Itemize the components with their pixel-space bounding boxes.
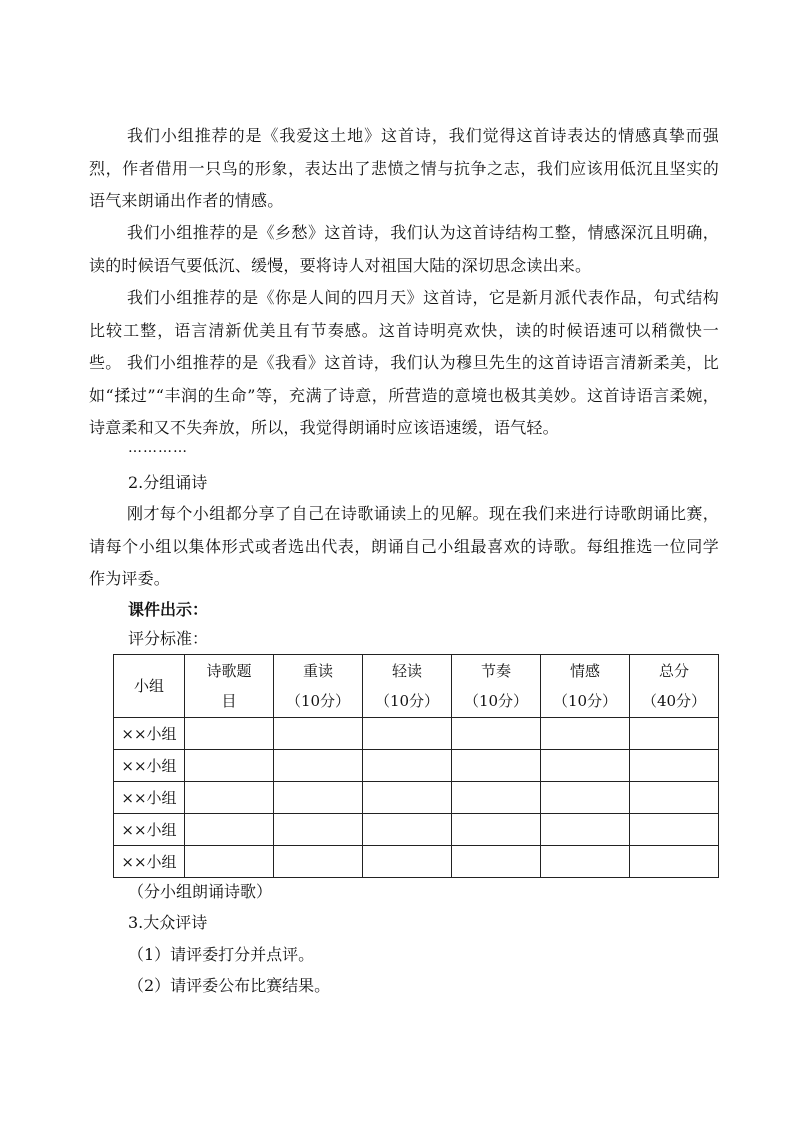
table-row [114, 782, 719, 814]
score-cell [452, 750, 541, 782]
score-cell [363, 846, 452, 878]
group-cell: ××小组 [114, 814, 185, 846]
score-cell [185, 782, 274, 814]
section2-body: 刚才每个小组都分享了自己在诗歌诵读上的见解。现在我们来进行诗歌朗诵比赛，请每个小组以集体形式或者选出代表，朗诵自己小组最喜欢的诗歌。每组推选一位同学作为评委。 [89, 504, 719, 588]
score-cell [274, 814, 363, 846]
paragraph-poem-2: 我们小组推荐的是《乡愁》这首诗，我们认为这首诗结构工整，情感深沉且明确，读的时候语气要低沉、缓慢，要将诗人对祖国大陆的深切思念读出来。 [89, 223, 719, 275]
score-cell [274, 750, 363, 782]
score-cell [452, 814, 541, 846]
table-row [114, 846, 719, 878]
score-cell [363, 718, 452, 750]
table-row [114, 750, 719, 782]
score-cell [185, 718, 274, 750]
ellipsis: ………… [128, 440, 188, 456]
score-cell [185, 814, 274, 846]
score-cell [185, 750, 274, 782]
header-light: 轻读 （10分） [363, 655, 452, 718]
header-total: 总分 （40分） [630, 655, 719, 718]
section-heading-2: 2.分组诵诗 [128, 473, 208, 492]
score-cell [452, 846, 541, 878]
table-row [114, 718, 719, 750]
group-recitation-note: （分小组朗诵诗歌） [128, 882, 273, 901]
score-table [113, 654, 719, 878]
courseware-label: 课件出示： [128, 600, 209, 619]
header-poem-title: 诗歌题 目 [185, 655, 274, 718]
group-cell: ××小组 [114, 718, 185, 750]
score-cell [274, 718, 363, 750]
section-heading-3: 3.大众评诗 [128, 913, 208, 932]
header-emotion: 情感 （10分） [541, 655, 630, 718]
score-cell [630, 782, 719, 814]
score-cell [630, 814, 719, 846]
group-cell: ××小组 [114, 750, 185, 782]
score-cell [541, 846, 630, 878]
score-cell [363, 814, 452, 846]
group-cell: ××小组 [114, 782, 185, 814]
header-group: 小组 [114, 655, 185, 718]
header-rhythm: 节奏 （10分） [452, 655, 541, 718]
criteria-label: 评分标准： [128, 629, 209, 648]
table-row [114, 814, 719, 846]
score-cell [274, 846, 363, 878]
score-cell [541, 750, 630, 782]
header-stress: 重读 （10分） [274, 655, 363, 718]
score-cell [274, 782, 363, 814]
score-cell [452, 718, 541, 750]
score-cell [541, 718, 630, 750]
score-cell [363, 750, 452, 782]
score-cell [630, 846, 719, 878]
score-cell [630, 750, 719, 782]
step-2: （2）请评委公布比赛结果。 [128, 976, 331, 995]
paragraph-poem-1: 我们小组推荐的是《我爱这土地》这首诗，我们觉得这首诗表达的情感真挚而强烈，作者借用一只鸟的形象，表达出了悲愤之情与抗争之志，我们应该用低沉且坚实的语气来朗诵出作者的情感。 [89, 126, 719, 210]
paragraph-poem-4: 我们小组推荐的是《我看》这首诗，我们认为穆旦先生的这首诗语言清新柔美，比如“揉过”“丰润的生命”等，充满了诗意，所营造的意境也极其美妙。这首诗语言柔婉，诗意柔和又不失奔放，所以，我觉得朗诵时应该语速缓，语气轻。 [89, 353, 719, 437]
score-cell [452, 782, 541, 814]
step-1: （1）请评委打分并点评。 [128, 945, 315, 964]
table-header-row [114, 655, 719, 718]
score-cell [630, 718, 719, 750]
score-cell [185, 846, 274, 878]
score-cell [541, 782, 630, 814]
score-cell [541, 814, 630, 846]
score-cell [363, 782, 452, 814]
paragraph-poem-3: 我们小组推荐的是《你是人间的四月天》这首诗，它是新月派代表作品，句式结构比较工整，语言清新优美且有节奏感。这首诗明亮欢快，读的时候语速可以稍微快一些。 [89, 288, 719, 372]
group-cell: ××小组 [114, 846, 185, 878]
